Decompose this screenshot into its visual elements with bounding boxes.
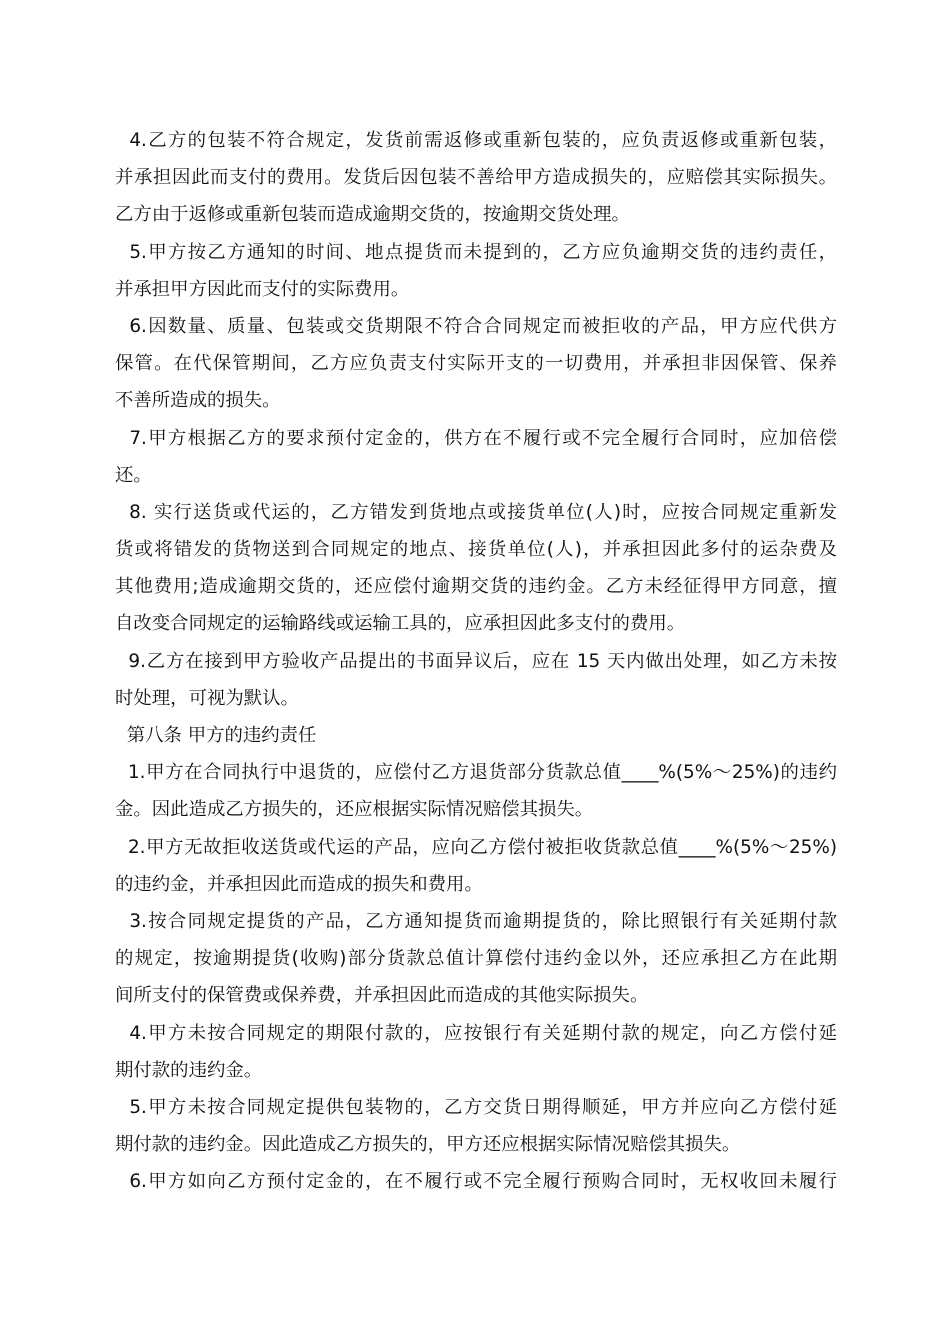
text-line: 8. 实行送货或代运的，乙方错发到货地点或接货单位(人)时，应按合同规定重新发 [115, 501, 837, 523]
text-line: 保管。在代保管期间，乙方应负责支付实际开支的一切费用，并承担非因保管、保养 [115, 353, 837, 375]
text-line: 4.甲方未按合同规定的期限付款的，应按银行有关延期付款的规定，向乙方偿付延 [115, 1022, 837, 1044]
text-line: 自改变合同规定的运输路线或运输工具的，应承担因此多支付的费用。 [115, 613, 686, 635]
text-line: 的规定，按逾期提货(收购)部分货款总值计算偿付违约金以外，还应承担乙方在此期 [115, 948, 837, 970]
text-line: 3.按合同规定提货的产品，乙方通知提货而逾期提货的，除比照银行有关延期付款 [115, 910, 837, 932]
text-line: 期付款的违约金。因此造成乙方损失的，甲方还应根据实际情况赔偿其损失。 [115, 1134, 741, 1156]
text-line: 并承担甲方因此而支付的实际费用。 [115, 278, 410, 300]
text-line: 2.甲方无故拒收送货或代运的产品，应向乙方偿付被拒收货款总值____%(5%～25%) [115, 836, 837, 858]
text-line: 间所支付的保管费或保养费，并承担因此而造成的其他实际损失。 [115, 985, 649, 1007]
text-line: 1.甲方在合同执行中退货的，应偿付乙方退货部分货款总值____%(5%～25%)的违约 [115, 762, 837, 784]
document-body [115, 122, 837, 1200]
text-line: 乙方由于返修或重新包装而造成逾期交货的，按逾期交货处理。 [115, 204, 630, 226]
text-line: 9.乙方在接到甲方验收产品提出的书面异议后，应在 15 天内做出处理，如乙方未按 [115, 650, 837, 672]
text-line: 期付款的违约金。 [115, 1059, 263, 1081]
text-line: 6.甲方如向乙方预付定金的，在不履行或不完全履行预购合同时，无权收回未履行 [115, 1171, 837, 1193]
text-line: 时处理，可视为默认。 [115, 687, 299, 709]
text-line: 货或将错发的货物送到合同规定的地点、接货单位(人)，并承担因此多付的运杂费及 [115, 539, 837, 561]
text-line: 的违约金，并承担因此而造成的损失和费用。 [115, 873, 483, 895]
text-line: 5.甲方按乙方通知的时间、地点提货而未提到的，乙方应负逾期交货的违约责任， [115, 241, 837, 263]
text-line: 7.甲方根据乙方的要求预付定金的，供方在不履行或不完全履行合同时，应加倍偿 [115, 427, 837, 449]
text-line: 不善所造成的损失。 [115, 390, 281, 412]
text-line: 5.甲方未按合同规定提供包装物的，乙方交货日期得顺延，甲方并应向乙方偿付延 [115, 1096, 837, 1118]
text-line: 4.乙方的包装不符合规定，发货前需返修或重新包装的，应负责返修或重新包装， [115, 130, 837, 151]
text-line: 还。 [115, 464, 152, 486]
text-line: 金。因此造成乙方损失的，还应根据实际情况赔偿其损失。 [115, 799, 594, 821]
text-line: 6.因数量、质量、包装或交货期限不符合合同规定而被拒收的产品，甲方应代供方 [115, 315, 837, 337]
text-line: 其他费用;造成逾期交货的，还应偿付逾期交货的违约金。乙方未经征得甲方同意，擅 [115, 576, 837, 598]
text-line: 并承担因此而支付的费用。发货后因包装不善给甲方造成损失的，应赔偿其实际损失。 [115, 167, 837, 189]
text-line: 第八条 甲方的违约责任 [115, 725, 317, 746]
